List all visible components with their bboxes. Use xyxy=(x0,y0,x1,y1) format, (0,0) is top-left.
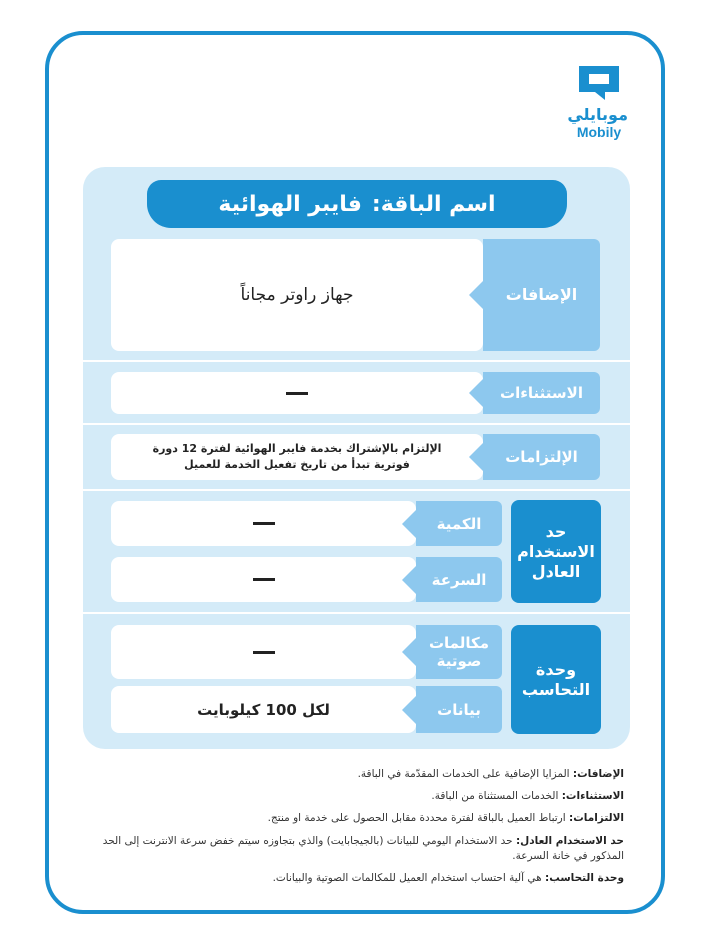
speed-value-dash xyxy=(253,578,275,581)
exclusions-value-box xyxy=(111,372,483,414)
additions-label-text: الإضافات xyxy=(505,285,578,305)
definition-text: المزايا الإضافية على الخدمات المقدّمة في الباقة. xyxy=(357,768,573,780)
data-value-box xyxy=(111,686,416,733)
row-divider xyxy=(83,423,630,425)
data-label xyxy=(416,686,502,733)
definition-item xyxy=(84,811,624,826)
commitments-value-line1: الإلتزام بالإشتراك بخدمة فايبر الهوائية لفترة 12 دورة xyxy=(152,441,442,455)
quantity-value-dash xyxy=(253,522,275,525)
definitions-list xyxy=(84,767,624,893)
speed-label xyxy=(416,557,502,602)
voice-value-dash xyxy=(253,651,275,654)
plan-title-bar xyxy=(147,180,567,228)
definition-text: هي آلية احتساب استخدام العميل للمكالمات الصوتية والبيانات. xyxy=(272,872,545,885)
quantity-label-text: الكمية xyxy=(436,514,482,533)
fair-use-category xyxy=(511,500,601,603)
definition-term: حد الاستخدام العادل: xyxy=(515,834,624,847)
definition-item xyxy=(84,871,624,886)
voice-label xyxy=(416,625,502,679)
definition-text: ارتباط العميل بالباقة لفترة محددة مقابل الحصول على خدمة او منتج. xyxy=(267,812,570,825)
data-value: لكل 100 كيلوبايت xyxy=(197,700,330,719)
logo-text-en: Mobily xyxy=(576,124,622,140)
speed-label-text: السرعة xyxy=(431,570,487,589)
definition-text: الخدمات المستثناة من الباقة. xyxy=(431,790,562,803)
definition-term: الاستثناءات: xyxy=(561,790,624,803)
exclusions-label-text: الاستثناءات xyxy=(500,384,583,402)
mobily-logo xyxy=(567,62,628,140)
definition-item xyxy=(84,789,624,804)
quantity-label xyxy=(416,501,502,546)
row-divider xyxy=(83,489,630,491)
speed-value-box xyxy=(111,557,416,602)
quantity-value-box xyxy=(111,501,416,546)
logo-text-ar: موبايلي xyxy=(567,105,628,124)
definition-text: حد الاستخدام اليومي للبيانات (بالجيجابايت) والذي بتجاوزه سيتم خفض سرعة الانترنت إلى الحد المذكور في خانة السرعة. xyxy=(102,834,624,862)
definition-item xyxy=(84,767,624,782)
plan-title-label: اسم الباقة: xyxy=(371,191,496,217)
commitments-value-box xyxy=(111,434,483,480)
commitments-label-text: الإلتزامات xyxy=(505,448,578,466)
row-divider xyxy=(83,360,630,362)
definition-item xyxy=(84,834,624,864)
definition-term: وحدة التحاسب: xyxy=(545,872,624,885)
plan-title-value: فايبر الهوائية xyxy=(218,191,362,217)
row-divider xyxy=(83,612,630,614)
additions-value-box xyxy=(111,239,483,351)
fair-use-category-text: حد الاستخدام العادل xyxy=(517,521,595,581)
exclusions-label xyxy=(483,372,600,414)
commitments-value-line2: فوترية تبدأ من تاريخ تفعيل الخدمة للعميل xyxy=(184,458,410,471)
definition-term: الالتزامات: xyxy=(569,812,624,825)
exclusions-value-dash xyxy=(286,392,308,395)
mobily-logo-icon xyxy=(575,62,623,102)
billing-unit-category xyxy=(511,625,601,734)
definition-term: الإضافات: xyxy=(572,768,624,780)
additions-label xyxy=(483,239,600,351)
additions-value: جهاز راوتر مجاناً xyxy=(240,285,354,305)
billing-unit-category-text: وحدة التحاسب xyxy=(521,659,591,699)
data-label-text: بيانات xyxy=(437,700,481,719)
commitments-label xyxy=(483,434,600,480)
voice-label-text: مكالمات صوتية xyxy=(428,634,490,670)
voice-value-box xyxy=(111,625,416,679)
